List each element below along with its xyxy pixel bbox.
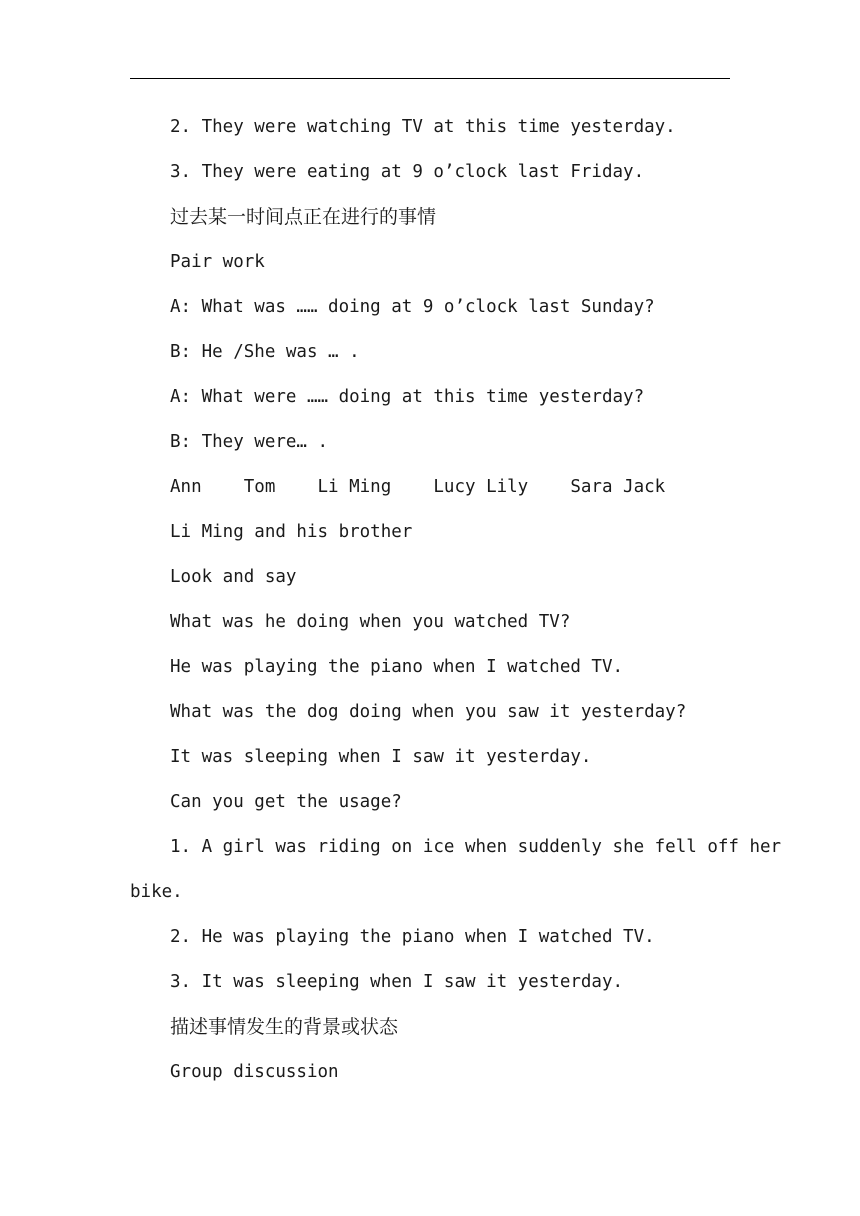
usage-note-background: 描述事情发生的背景或状态 [170, 1016, 399, 1038]
dialogue-line-b1: B: He /She was … . [170, 342, 360, 362]
section-heading-group-discussion: Group discussion [170, 1062, 339, 1082]
dialogue-line-a1: A: What was …… doing at 9 o’clock last Sunday? [170, 297, 655, 317]
usage-example-1-line-1: 1. A girl was riding on ice when suddenly she fell off her [170, 837, 782, 857]
answer-1: He was playing the piano when I watched TV. [170, 657, 624, 677]
header-rule [130, 78, 730, 79]
section-heading-look-and-say: Look and say [170, 567, 297, 587]
usage-example-1-line-2: bike. [130, 882, 183, 902]
name-list: Ann Tom Li Ming Lucy Lily Sara Jack [170, 477, 666, 497]
usage-example-1 [130, 825, 782, 915]
question-1: What was he doing when you watched TV? [170, 612, 571, 632]
name-list-continued: Li Ming and his brother [170, 522, 413, 542]
dialogue-line-b2: B: They were… . [170, 432, 329, 452]
usage-example-2: 2. He was playing the piano when I watched TV. [170, 927, 655, 947]
document-body [130, 105, 782, 1095]
example-sentence-3: 3. They were eating at 9 o’clock last Friday. [170, 162, 645, 182]
usage-example-3: 3. It was sleeping when I saw it yesterday. [170, 972, 624, 992]
answer-2: It was sleeping when I saw it yesterday. [170, 747, 592, 767]
dialogue-line-a2: A: What were …… doing at this time yesterday? [170, 387, 645, 407]
example-sentence-2: 2. They were watching TV at this time yesterday. [170, 117, 676, 137]
question-2: What was the dog doing when you saw it yesterday? [170, 702, 687, 722]
section-heading-usage: Can you get the usage? [170, 792, 402, 812]
section-heading-pair-work: Pair work [170, 252, 265, 272]
usage-note-past-moment: 过去某一时间点正在进行的事情 [170, 206, 437, 228]
